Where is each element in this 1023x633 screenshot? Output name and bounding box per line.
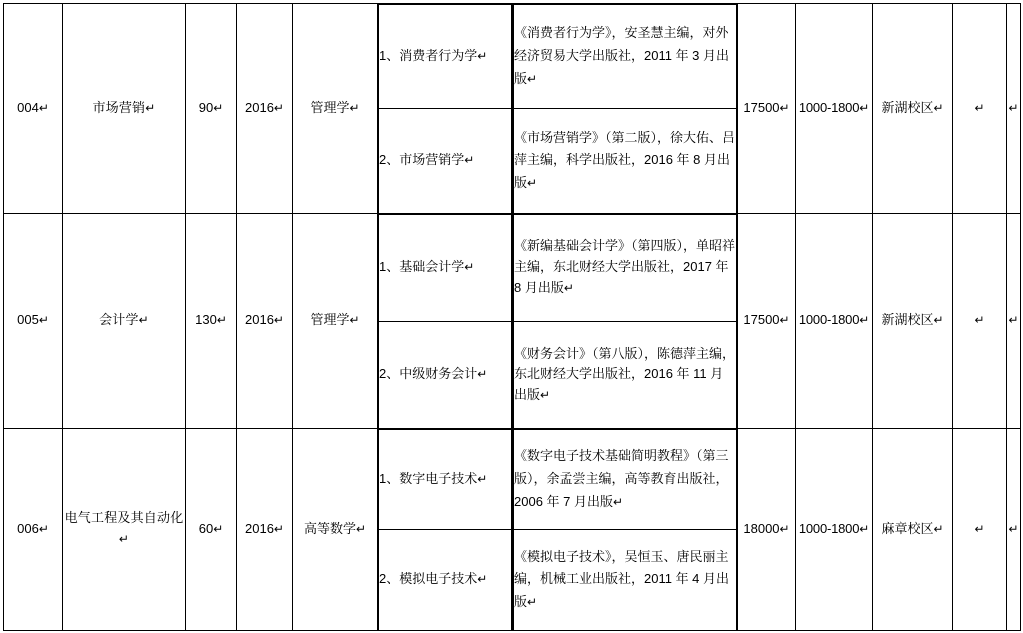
cell-major: 会计学↵ — [63, 213, 186, 429]
paragraph-mark-icon: ↵ — [216, 313, 227, 328]
paragraph-mark-icon: ↵ — [1008, 100, 1019, 115]
paragraph-mark-icon: ↵ — [1008, 313, 1019, 328]
cell-major: 电气工程及其自动化↵ — [63, 429, 186, 631]
paragraph-mark-icon: ↵ — [527, 595, 538, 610]
course-subrow — [379, 214, 512, 321]
paragraph-mark-icon: ↵ — [464, 260, 475, 275]
table-row — [4, 213, 1021, 429]
cell-note-extra — [1007, 213, 1021, 429]
paragraph-mark-icon: ↵ — [38, 100, 49, 115]
paragraph-mark-icon: ↵ — [213, 100, 224, 115]
paragraph-mark-icon: ↵ — [540, 388, 551, 403]
textbook-subrow — [514, 430, 737, 530]
paragraph-mark-icon: ↵ — [779, 521, 790, 536]
cell-number: 90↵ — [186, 4, 237, 214]
paragraph-mark-icon: ↵ — [273, 313, 284, 328]
course-subrow — [379, 5, 512, 109]
cell-textbook-group — [513, 4, 738, 214]
cell-number: 60↵ — [186, 429, 237, 631]
cell-number: 130↵ — [186, 213, 237, 429]
paragraph-mark-icon: ↵ — [779, 100, 790, 115]
paragraph-mark-icon: ↵ — [273, 521, 284, 536]
cell-campus: 新湖校区↵ — [873, 4, 953, 214]
textbook-subrow — [514, 5, 737, 109]
cell-course-name: 2、市场营销学↵ — [379, 109, 512, 213]
table-row — [4, 429, 1021, 631]
paragraph-mark-icon: ↵ — [933, 313, 944, 328]
cell-code: 005↵ — [4, 213, 63, 429]
cell-course-name: 1、消费者行为学↵ — [379, 5, 512, 109]
cell-course-name: 2、模拟电子技术↵ — [379, 530, 512, 630]
cell-note — [953, 429, 1007, 631]
cell-course-group — [378, 4, 513, 214]
majors-table — [3, 3, 1021, 631]
paragraph-mark-icon: ↵ — [38, 521, 49, 536]
cell-course-name: 1、数字电子技术↵ — [379, 430, 512, 530]
cell-fee: 18000↵ — [738, 429, 796, 631]
textbook-subrow — [514, 109, 737, 213]
textbook-subrow — [514, 321, 737, 428]
paragraph-mark-icon: ↵ — [527, 71, 538, 86]
cell-public-course: 高等数学↵ — [293, 429, 378, 631]
textbook-subrow — [514, 530, 737, 630]
document-page — [0, 3, 1023, 633]
cell-textbook: 《财务会计》（第八版），陈德萍主编，东北财经大学出版社，2016 年 11 月出版↵ — [514, 321, 737, 428]
paragraph-mark-icon: ↵ — [355, 521, 367, 536]
paragraph-mark-icon: ↵ — [349, 100, 360, 115]
paragraph-mark-icon: ↵ — [273, 100, 284, 115]
paragraph-mark-icon: ↵ — [477, 472, 488, 487]
paragraph-mark-icon: ↵ — [1008, 521, 1019, 536]
cell-textbook: 《新编基础会计学》（第四版），单昭祥主编，东北财经大学出版社，2017 年 8 月出版↵ — [514, 214, 737, 321]
cell-course-name: 2、中级财务会计↵ — [379, 321, 512, 428]
cell-textbook: 《消费者行为学》，安圣慧主编，对外经济贸易大学出版社，2011 年 3 月出版↵ — [514, 5, 737, 109]
cell-note — [953, 213, 1007, 429]
cell-fee: 17500↵ — [738, 4, 796, 214]
paragraph-mark-icon: ↵ — [933, 521, 944, 536]
paragraph-mark-icon: ↵ — [145, 100, 156, 115]
cell-course-group — [378, 429, 513, 631]
cell-year: 2016↵ — [237, 429, 293, 631]
paragraph-mark-icon: ↵ — [213, 521, 224, 536]
cell-campus: 新湖校区↵ — [873, 213, 953, 429]
paragraph-mark-icon: ↵ — [464, 153, 475, 168]
paragraph-mark-icon: ↵ — [349, 313, 360, 328]
paragraph-mark-icon: ↵ — [477, 367, 488, 382]
cell-textbook: 《数字电子技术基础简明教程》（第三版），余孟尝主编，高等教育出版社，2006 年 7 月出版↵ — [514, 430, 737, 530]
paragraph-mark-icon: ↵ — [859, 313, 870, 328]
cell-textbook-group — [513, 429, 738, 631]
cell-textbook-group — [513, 213, 738, 429]
cell-year: 2016↵ — [237, 213, 293, 429]
course-subrow — [379, 321, 512, 428]
paragraph-mark-icon: ↵ — [563, 280, 574, 295]
cell-fee-range: 1000-1800↵ — [796, 429, 873, 631]
cell-textbook: 《市场营销学》（第二版），徐大佑、吕萍主编，科学出版社，2016 年 8 月出版↵ — [514, 109, 737, 213]
cell-textbook: 《模拟电子技术》，吴恒玉、唐民丽主编，机械工业出版社，2011 年 4 月出版↵ — [514, 530, 737, 630]
table-row — [4, 4, 1021, 214]
paragraph-mark-icon: ↵ — [118, 532, 130, 547]
textbook-subrow — [514, 214, 737, 321]
paragraph-mark-icon: ↵ — [933, 100, 944, 115]
cell-course-name: 1、基础会计学↵ — [379, 214, 512, 321]
paragraph-mark-icon: ↵ — [138, 313, 149, 328]
cell-note-extra — [1007, 4, 1021, 214]
course-subrow — [379, 109, 512, 213]
cell-fee-range: 1000-1800↵ — [796, 213, 873, 429]
course-subrow — [379, 430, 512, 530]
paragraph-mark-icon: ↵ — [974, 521, 985, 536]
paragraph-mark-icon: ↵ — [613, 494, 624, 509]
cell-note-extra — [1007, 429, 1021, 631]
cell-major: 市场营销↵ — [63, 4, 186, 214]
cell-code: 004↵ — [4, 4, 63, 214]
cell-public-course: 管理学↵ — [293, 213, 378, 429]
cell-course-group — [378, 213, 513, 429]
paragraph-mark-icon: ↵ — [527, 176, 538, 191]
cell-public-course: 管理学↵ — [293, 4, 378, 214]
paragraph-mark-icon: ↵ — [477, 572, 488, 587]
paragraph-mark-icon: ↵ — [859, 521, 870, 536]
course-subrow — [379, 530, 512, 630]
paragraph-mark-icon: ↵ — [974, 100, 985, 115]
paragraph-mark-icon: ↵ — [38, 313, 49, 328]
paragraph-mark-icon: ↵ — [974, 313, 985, 328]
cell-campus: 麻章校区↵ — [873, 429, 953, 631]
cell-fee-range: 1000-1800↵ — [796, 4, 873, 214]
cell-code: 006↵ — [4, 429, 63, 631]
cell-year: 2016↵ — [237, 4, 293, 214]
paragraph-mark-icon: ↵ — [477, 49, 488, 64]
cell-fee: 17500↵ — [738, 213, 796, 429]
paragraph-mark-icon: ↵ — [779, 313, 790, 328]
cell-note — [953, 4, 1007, 214]
paragraph-mark-icon: ↵ — [859, 100, 870, 115]
